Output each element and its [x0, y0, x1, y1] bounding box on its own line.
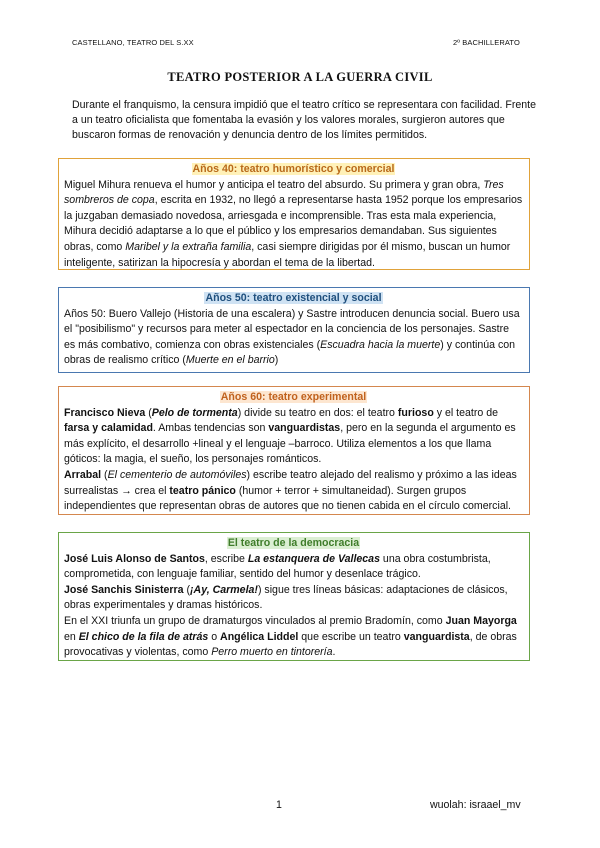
section-democracy [58, 532, 530, 661]
section-40s [58, 158, 530, 270]
page-title: TEATRO POSTERIOR A LA GUERRA CIVIL [167, 70, 433, 84]
section-60s-text-arrabal: Arrabal (El cementerio de automóviles) escribe teatro alejado del realismo y próximo a las ideas surrealistas → crea el teatro pánico (humor + terror + simultaneidad). Surgen grupos independientes que representan obras de autores que no tienen cabida en el círculo comercial. [64, 468, 517, 513]
section-democracy-text-sanchis: José Sanchis Sinisterra (¡Ay, Carmela!) sigue tres líneas básicas: adaptaciones de clásicos, obras experimentales y dramas históricos. [64, 583, 508, 612]
section-democracy-title: El teatro de la democracia [227, 537, 360, 549]
section-40s-text: Miguel Mihura renueva el humor y anticipa el teatro del absurdo. Su primera y gran obra, Tres sombreros de copa, escrita en 1932, no llegó a representarse hasta 1952 porque los empresarios la juzgaban demasiado novedosa, arriesgada e incomprensible. Tras esta mala experiencia, Mihura decidió adaptarse a lo que el público y los empresarios demandaban. Sus siguientes obras, como Maribel y la extraña familia, casi siempre dirigidas por él mismo, buscan un humor inteligente, satirizan la hipocresía y abordan el tema de la libertad. [64, 178, 523, 269]
intro-paragraph: Durante el franquismo, la censura impidió que el teatro crítico se representara con facilidad. Frente a un teatro oficialista que fomentaba la evasión y los valores morales, surgieron autores que buscaron formas de renovación y denuncia dentro de los límites permitidos. [72, 99, 537, 141]
header-subject: CASTELLANO, TEATRO DEL S.XX [72, 38, 194, 47]
section-40s-title: Años 40: teatro humorístico y comercial [192, 163, 395, 175]
section-50s-title: Años 50: teatro existencial y social [205, 292, 382, 304]
section-50s [58, 287, 530, 373]
section-democracy-text-alonso: José Luis Alonso de Santos, escribe La estanquera de Vallecas una obra costumbrista, comprometida, con lenguaje familiar, sentido del humor y desenlace trágico. [64, 552, 491, 581]
footer-credit: wuolah: israael_mv [430, 799, 521, 811]
section-60s-title: Años 60: teatro experimental [220, 391, 367, 403]
section-50s-text: Años 50: Buero Vallejo (Historia de una escalera) y Sastre introducen denuncia social. Buero usa el "posibilismo" y recursos para meter al espectador en la conciencia de los personajes. Sastre es más combativo, comienza con obras existenciales (Escuadra hacia la muerte) y continúa con obras de realismo crítico (Muerte en el barrio) [64, 307, 520, 367]
header-course: 2º BACHILLERATO [453, 38, 520, 47]
page-number: 1 [276, 799, 282, 811]
section-60s-text-nieva: Francisco Nieva (Pelo de tormenta) divide su teatro en dos: el teatro furioso y el teatro de farsa y calamidad. Ambas tendencias son vanguardistas, pero en la segunda el argumento es más explícito, el desarrollo +lineal y el lenguaje –barroco. Utiliza elementos a los que llama góticos: la magia, el sueño, los personajes románticos. [64, 406, 516, 466]
section-democracy-text-xxi: En el XXI triunfa un grupo de dramaturgos vinculados al premio Bradomín, como Juan Mayorga en El chico de la fila de atrás o Angélica Liddel que escribe un teatro vanguardista, de obras provocativas y violentas, como Perro muerto en tintorería. [64, 614, 517, 659]
section-60s [58, 386, 530, 515]
